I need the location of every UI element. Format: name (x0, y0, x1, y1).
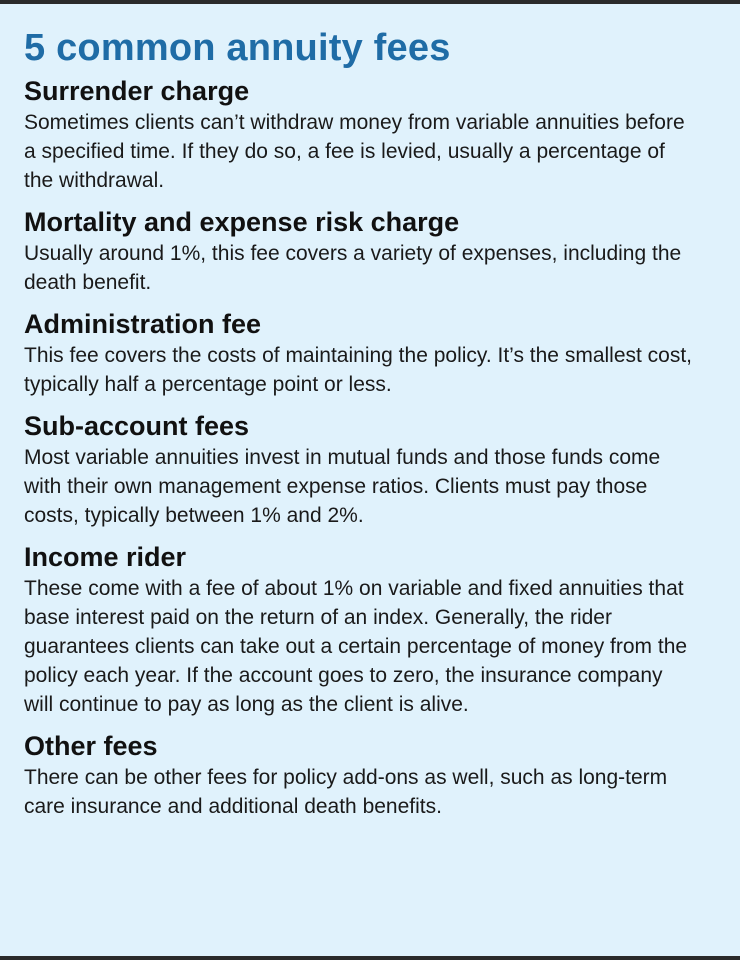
page-title: 5 common annuity fees (24, 27, 451, 69)
fee-section-surrender-charge (24, 74, 724, 195)
section-heading: Sub-account fees (24, 411, 250, 441)
fee-section-administration (24, 307, 724, 399)
section-heading: Income rider (24, 542, 187, 572)
top-border-rule (0, 0, 740, 4)
fee-section-other (24, 729, 724, 821)
section-heading: Surrender charge (24, 76, 250, 106)
section-body: This fee covers the costs of maintaining the policy. It’s the smallest cost, typically half a percentage point or less. (24, 344, 693, 396)
section-body: Usually around 1%, this fee covers a variety of expenses, including the death benefit. (24, 242, 682, 294)
fee-section-sub-account (24, 409, 724, 530)
section-body: There can be other fees for policy add-ons as well, such as long-term care insurance and additional death benefits. (24, 766, 668, 818)
section-body: Most variable annuities invest in mutual funds and those funds come with their own management expense ratios. Clients must pay those costs, typically between 1% and 2%. (24, 446, 661, 527)
bottom-border-rule (0, 956, 740, 960)
section-body: These come with a fee of about 1% on variable and fixed annuities that base interest paid on the return of an index. Generally, the rider guarantees clients can take out a certain percentage of money from the policy each year. If the account goes to zero, the insurance company will continue to pay as long as the client is alive. (24, 577, 688, 716)
fee-section-income-rider (24, 540, 724, 719)
section-body: Sometimes clients can’t withdraw money from variable annuities before a specified time. If they do so, a fee is levied, usually a percentage of the withdrawal. (24, 111, 685, 192)
section-heading: Other fees (24, 731, 158, 761)
section-heading: Mortality and expense risk charge (24, 207, 460, 237)
fee-section-mortality-expense (24, 205, 724, 297)
section-heading: Administration fee (24, 309, 262, 339)
annuity-fees-panel (24, 24, 724, 831)
